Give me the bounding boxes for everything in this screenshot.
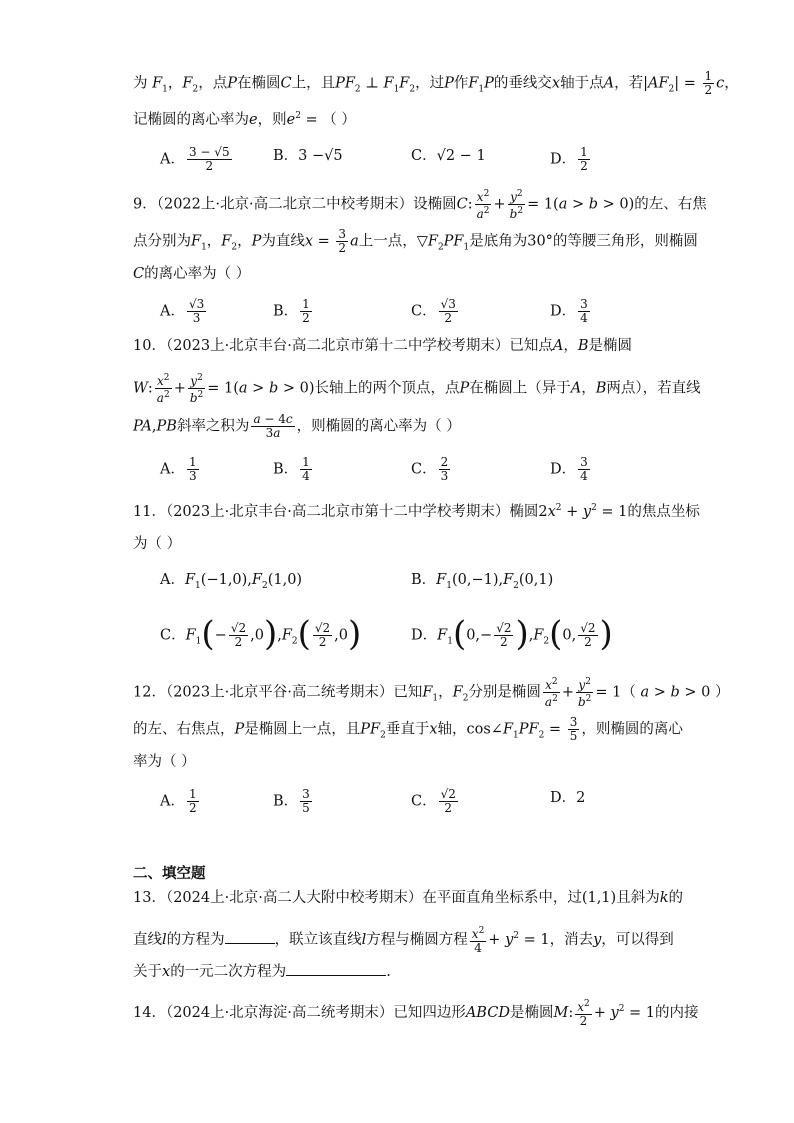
q8-line2: 记椭圆的离心率为e，则$e^2$ = （ ） bbox=[133, 111, 356, 128]
q14-line1: 14．（2024上·北京海淀·高二统考期末）已知四边形ABCD是椭圆M: $\frac{x^2}{2}$ + $y^2 = 1$的内接 bbox=[133, 999, 699, 1028]
q10-line3: PA,PB斜率之积为 $\frac{a - 4c}{3a}$ ，则椭圆的离心率为（ ） bbox=[133, 412, 461, 440]
q13-blank-2[interactable] bbox=[286, 975, 386, 976]
q10-option-d[interactable]: D． $\frac{3}{4}$ bbox=[550, 455, 588, 483]
q11-option-a[interactable]: A．$F_1(-1,0),F_2(1,0)$ bbox=[160, 572, 303, 591]
q8-line1: 为 $F_1$，$F_2$，点P在椭圆C上，且$PF_2$ ⊥ $F_1F_2$，过P作$F_1P$的垂线交x轴于点A，若$|AF_2|$ = $\frac{1}{2}$ c， bbox=[133, 69, 739, 97]
q9-option-d[interactable]: D． $\frac{3}{4}$ bbox=[550, 297, 588, 325]
q13-line2: 直线l的方程为 ，联立该直线l方程与椭圆方程 $\frac{x^2}{4}$ + $y^2 = 1$，消去y，可以得到 bbox=[133, 926, 674, 955]
q12-line1: 12．（2023上·北京平谷·高二统考期末）已知$F_1$，$F_2$分别是椭圆 $\frac{x^2}{a^2}$ + $\frac{y^2}{b^2}$ = 1（ a > b > 0 ） bbox=[133, 677, 730, 709]
q8-option-c[interactable]: C．√2 − 1 bbox=[411, 148, 486, 164]
section-heading-fill-in: 二、填空题 bbox=[133, 865, 206, 882]
q13-line3: 关于x的一元二次方程为 . bbox=[133, 964, 391, 980]
q12-option-a[interactable]: A． $\frac{1}{2}$ bbox=[160, 787, 197, 815]
q8-option-a[interactable]: A． $\frac{3 - √5}{2}$ bbox=[160, 145, 230, 173]
q12-option-b[interactable]: B． $\frac{3}{5}$ bbox=[273, 787, 310, 815]
q11-line2: 为（ ） bbox=[133, 536, 182, 552]
q10-option-c[interactable]: C． $\frac{2}{3}$ bbox=[411, 455, 449, 483]
q12-option-d[interactable]: D．2 bbox=[550, 790, 586, 806]
q12-line2: 的左、右焦点，P是椭圆上一点，且$PF_2$垂直于x轴，$\cos\angle F_1PF_2$ = $\frac{3}{5}$ ，则椭圆的离心 bbox=[133, 715, 683, 743]
q9-line1: 9．（2022上·北京·高二北京二中校考期末）设椭圆C: $\frac{x^2}{a^2}$ + $\frac{y^2}{b^2}$ = 1(a > b > 0)的左、右焦 bbox=[133, 189, 707, 221]
q10-option-a[interactable]: A． $\frac{1}{3}$ bbox=[160, 455, 197, 483]
q10-option-b[interactable]: B． $\frac{1}{4}$ bbox=[273, 455, 310, 483]
q9-option-c[interactable]: C． $\frac{√3}{2}$ bbox=[411, 297, 456, 325]
q10-line2: W: $\frac{x^2}{a^2}$ + $\frac{y^2}{b^2}$ = 1(a > b > 0)长轴上的两个顶点，点P在椭圆上（异于A，B两点），若直线 bbox=[133, 373, 701, 405]
q13-blank-1[interactable] bbox=[225, 943, 275, 944]
q8-option-d[interactable]: D． $\frac{1}{2}$ bbox=[550, 145, 588, 173]
q9-line2: 点分别为$F_1$，$F_2$，P为直线x = $\frac{3}{2}$ a上一点，$▽F_2PF_1$是底角为30°的等腰三角形，则椭圆 bbox=[133, 227, 698, 255]
q12-option-c[interactable]: C． $\frac{√2}{2}$ bbox=[411, 787, 456, 815]
q11-option-b[interactable]: B．$F_1(0,-1),F_2(0,1)$ bbox=[411, 572, 554, 591]
q11-option-d[interactable]: D．$F_1(0,-$ $\frac{√2}{2}$ )$,F_2(0$, $\frac{√2}{2}$ ) bbox=[411, 613, 613, 654]
q9-option-b[interactable]: B． $\frac{1}{2}$ bbox=[273, 297, 310, 325]
q9-line3: C的离心率为（ ） bbox=[133, 266, 251, 282]
q11-option-c[interactable]: C．$F_1(-$ $\frac{√2}{2}$ $,0),F_2$( $\frac{√2}{2}$ ,0) bbox=[160, 613, 362, 654]
q12-line3: 率为（ ） bbox=[133, 754, 196, 770]
q9-option-a[interactable]: A． $\frac{√3}{3}$ bbox=[160, 297, 205, 325]
q13-line1: 13．（2024上·北京·高二人大附中校考期末）在平面直角坐标系中，过(1,1)且斜为k的 bbox=[133, 890, 683, 906]
q8-option-b[interactable]: B．3 −√5 bbox=[273, 148, 343, 164]
q10-line1: 10．（2023上·北京丰台·高二北京市第十二中学校考期末）已知点A，B是椭圆 bbox=[133, 338, 632, 354]
q11-line1: 11．（2023上·北京丰台·高二北京市第十二中学校考期末）椭圆$2x^2 + y^2 = 1$的焦点坐标 bbox=[133, 503, 700, 520]
